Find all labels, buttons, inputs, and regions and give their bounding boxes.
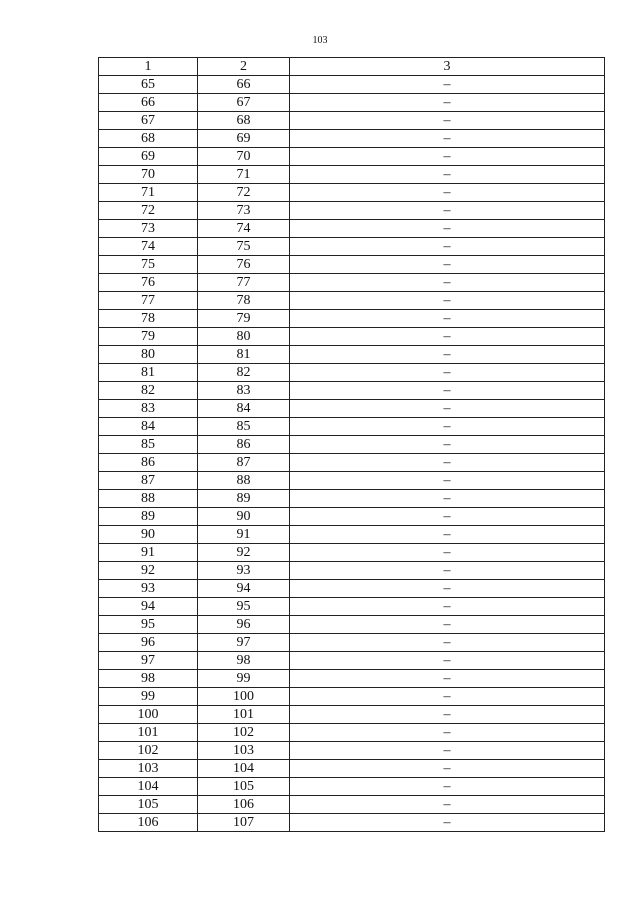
table-row <box>99 346 605 364</box>
table-cell: 66 <box>99 94 198 112</box>
table-cell: – <box>290 760 605 778</box>
table-cell: 75 <box>99 256 198 274</box>
table-cell: – <box>290 778 605 796</box>
table-cell: – <box>290 220 605 238</box>
table-cell: 78 <box>198 292 290 310</box>
table-cell: – <box>290 112 605 130</box>
table-cell: – <box>290 184 605 202</box>
table-cell: 85 <box>198 418 290 436</box>
table-cell: 98 <box>198 652 290 670</box>
table-row <box>99 778 605 796</box>
table-row <box>99 724 605 742</box>
table-cell: – <box>290 688 605 706</box>
table-row <box>99 400 605 418</box>
table-row <box>99 130 605 148</box>
table-cell: 94 <box>198 580 290 598</box>
table-cell: – <box>290 328 605 346</box>
table-cell: – <box>290 202 605 220</box>
table-cell: 86 <box>198 436 290 454</box>
table-cell: – <box>290 472 605 490</box>
table-header-row <box>99 58 605 76</box>
table-cell: 100 <box>198 688 290 706</box>
table-cell: – <box>290 238 605 256</box>
table-row <box>99 652 605 670</box>
table-cell: 106 <box>198 796 290 814</box>
table-cell: 102 <box>198 724 290 742</box>
table-row <box>99 292 605 310</box>
table-cell: – <box>290 526 605 544</box>
table-cell: 81 <box>99 364 198 382</box>
table-cell: 94 <box>99 598 198 616</box>
table-row <box>99 796 605 814</box>
table-row <box>99 454 605 472</box>
table-cell: 89 <box>198 490 290 508</box>
table-row <box>99 112 605 130</box>
table-cell: – <box>290 652 605 670</box>
table-cell: – <box>290 562 605 580</box>
table-body <box>99 76 605 832</box>
table-cell: 77 <box>198 274 290 292</box>
table-cell: 71 <box>99 184 198 202</box>
table-cell: 103 <box>198 742 290 760</box>
table-cell: – <box>290 742 605 760</box>
table-cell: 91 <box>198 526 290 544</box>
table-cell: 97 <box>198 634 290 652</box>
table-row <box>99 220 605 238</box>
table-row <box>99 202 605 220</box>
table-row <box>99 814 605 832</box>
table-row <box>99 148 605 166</box>
table-cell: 87 <box>99 472 198 490</box>
table-cell: – <box>290 148 605 166</box>
table-cell: 72 <box>198 184 290 202</box>
table-cell: 98 <box>99 670 198 688</box>
table-cell: 69 <box>198 130 290 148</box>
table-row <box>99 256 605 274</box>
table-row <box>99 526 605 544</box>
table-cell: 67 <box>198 94 290 112</box>
table-row <box>99 634 605 652</box>
table-cell: – <box>290 166 605 184</box>
table-cell: – <box>290 580 605 598</box>
table-cell: 97 <box>99 652 198 670</box>
table-cell: 106 <box>99 814 198 832</box>
table-cell: 66 <box>198 76 290 94</box>
table-cell: 96 <box>198 616 290 634</box>
table-row <box>99 670 605 688</box>
table-cell: – <box>290 274 605 292</box>
data-table <box>98 57 605 832</box>
table-row <box>99 76 605 94</box>
table-cell: 71 <box>198 166 290 184</box>
table-cell: 104 <box>198 760 290 778</box>
table-cell: 84 <box>99 418 198 436</box>
table-row <box>99 742 605 760</box>
table-cell: 79 <box>198 310 290 328</box>
table-cell: 100 <box>99 706 198 724</box>
table-cell: 83 <box>198 382 290 400</box>
table-cell: 80 <box>99 346 198 364</box>
table-cell: – <box>290 706 605 724</box>
table-row <box>99 328 605 346</box>
table-row <box>99 562 605 580</box>
table-cell: 74 <box>99 238 198 256</box>
table-row <box>99 508 605 526</box>
table-cell: – <box>290 796 605 814</box>
table-cell: 99 <box>99 688 198 706</box>
table-cell: – <box>290 814 605 832</box>
table-cell: – <box>290 310 605 328</box>
table-cell: 88 <box>99 490 198 508</box>
table-cell: 105 <box>99 796 198 814</box>
table-cell: – <box>290 130 605 148</box>
table-row <box>99 184 605 202</box>
table-cell: – <box>290 364 605 382</box>
table-cell: 76 <box>99 274 198 292</box>
table-cell: – <box>290 634 605 652</box>
table-cell: 92 <box>99 562 198 580</box>
column-header-1: 1 <box>99 58 198 76</box>
table-cell: – <box>290 76 605 94</box>
table-cell: 86 <box>99 454 198 472</box>
table-cell: 79 <box>99 328 198 346</box>
table-cell: – <box>290 724 605 742</box>
table-cell: 92 <box>198 544 290 562</box>
table-cell: – <box>290 94 605 112</box>
table-row <box>99 436 605 454</box>
table-cell: 70 <box>198 148 290 166</box>
table-row <box>99 598 605 616</box>
table-cell: 91 <box>99 544 198 562</box>
table-cell: – <box>290 454 605 472</box>
table-cell: – <box>290 598 605 616</box>
table-cell: 72 <box>99 202 198 220</box>
table-cell: 105 <box>198 778 290 796</box>
table-row <box>99 364 605 382</box>
column-header-2: 2 <box>198 58 290 76</box>
table-row <box>99 472 605 490</box>
table-cell: 93 <box>198 562 290 580</box>
table-cell: 95 <box>198 598 290 616</box>
table-cell: 73 <box>198 202 290 220</box>
table-cell: – <box>290 670 605 688</box>
table-cell: – <box>290 382 605 400</box>
table-cell: 93 <box>99 580 198 598</box>
table-cell: 76 <box>198 256 290 274</box>
table-cell: 95 <box>99 616 198 634</box>
table-cell: – <box>290 544 605 562</box>
table-cell: 84 <box>198 400 290 418</box>
table-row <box>99 382 605 400</box>
table-cell: 101 <box>99 724 198 742</box>
table-cell: 68 <box>99 130 198 148</box>
table-cell: – <box>290 256 605 274</box>
table-cell: 82 <box>99 382 198 400</box>
table-cell: 65 <box>99 76 198 94</box>
table-cell: 107 <box>198 814 290 832</box>
table-cell: 99 <box>198 670 290 688</box>
table-cell: 67 <box>99 112 198 130</box>
table-cell: 74 <box>198 220 290 238</box>
table-cell: – <box>290 616 605 634</box>
table-row <box>99 760 605 778</box>
table-cell: 70 <box>99 166 198 184</box>
table-cell: – <box>290 400 605 418</box>
table-cell: 103 <box>99 760 198 778</box>
table-row <box>99 166 605 184</box>
table-cell: 102 <box>99 742 198 760</box>
table-cell: 80 <box>198 328 290 346</box>
table-cell: – <box>290 418 605 436</box>
table-cell: 82 <box>198 364 290 382</box>
table-cell: 90 <box>99 526 198 544</box>
table-cell: – <box>290 292 605 310</box>
table-cell: 75 <box>198 238 290 256</box>
table-cell: 90 <box>198 508 290 526</box>
table-cell: 73 <box>99 220 198 238</box>
table-cell: 104 <box>99 778 198 796</box>
table-row <box>99 310 605 328</box>
table-row <box>99 238 605 256</box>
table-cell: 83 <box>99 400 198 418</box>
table-row <box>99 580 605 598</box>
table-cell: – <box>290 508 605 526</box>
table-cell: 101 <box>198 706 290 724</box>
table-cell: 89 <box>99 508 198 526</box>
page-number: 103 <box>312 35 328 46</box>
table-cell: 78 <box>99 310 198 328</box>
table-cell: – <box>290 490 605 508</box>
table-cell: – <box>290 436 605 454</box>
table-row <box>99 688 605 706</box>
table-row <box>99 274 605 292</box>
table-cell: – <box>290 346 605 364</box>
table-cell: 69 <box>99 148 198 166</box>
table-cell: 81 <box>198 346 290 364</box>
table-cell: 85 <box>99 436 198 454</box>
table-row <box>99 544 605 562</box>
column-header-3: 3 <box>290 58 605 76</box>
table-row <box>99 94 605 112</box>
table-row <box>99 490 605 508</box>
table-row <box>99 616 605 634</box>
table-cell: 87 <box>198 454 290 472</box>
table-row <box>99 706 605 724</box>
table-row <box>99 418 605 436</box>
table-cell: 88 <box>198 472 290 490</box>
table-cell: 68 <box>198 112 290 130</box>
table-cell: 96 <box>99 634 198 652</box>
table-cell: 77 <box>99 292 198 310</box>
